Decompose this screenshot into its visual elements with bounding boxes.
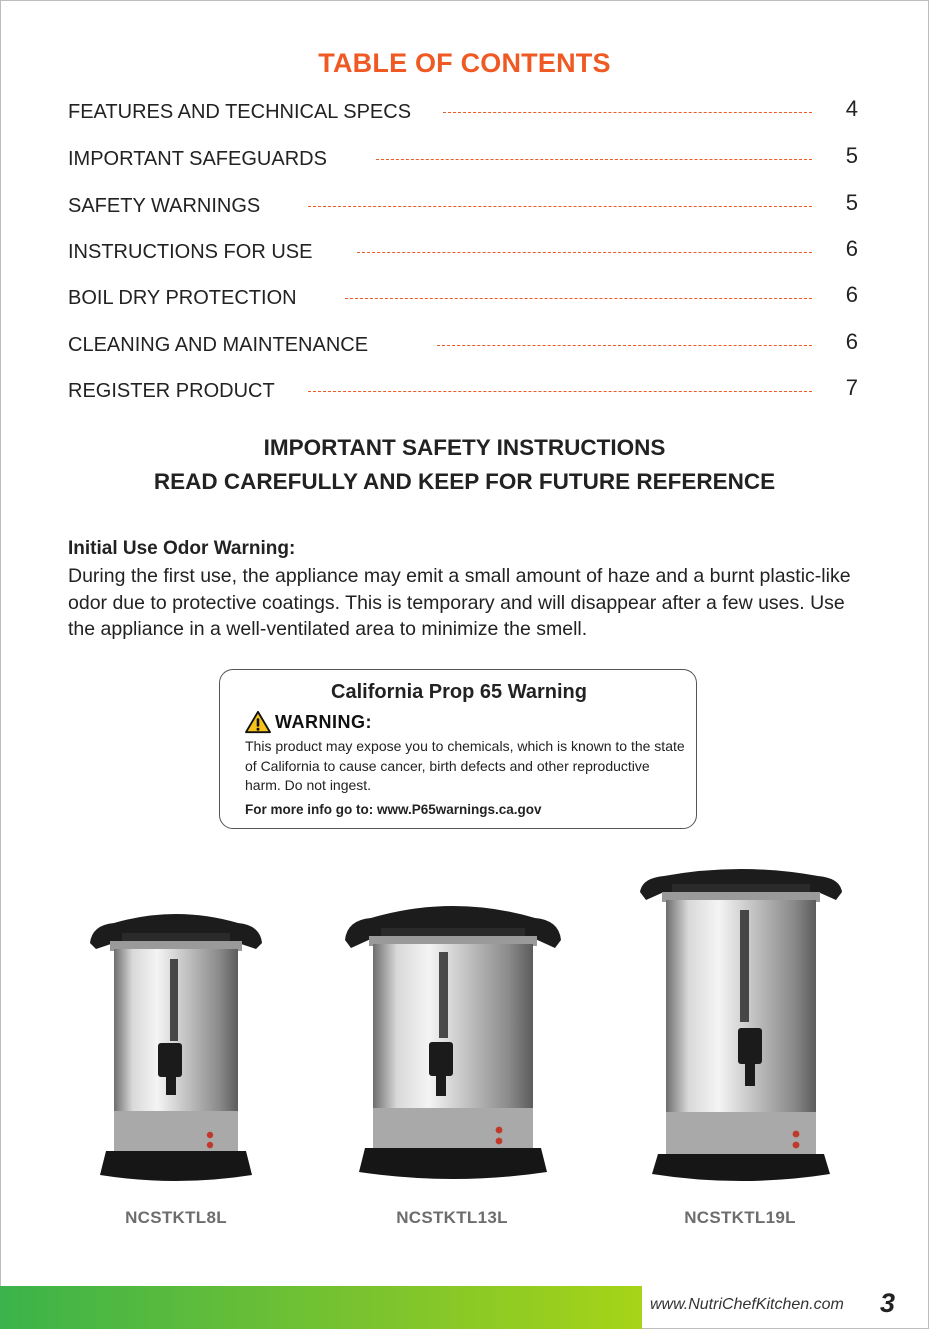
toc-leader-dots: [308, 391, 812, 392]
toc-title: TABLE OF CONTENTS: [318, 48, 611, 78]
product-image-ncstktl19l: [638, 866, 844, 1186]
toc-entry-label: SAFETY WARNINGS: [68, 195, 261, 217]
toc-entry-page: 5: [845, 190, 858, 215]
toc-entry-page: 5: [845, 143, 858, 168]
toc-leader-dots: [437, 345, 812, 346]
toc-entry-page: 6: [845, 282, 858, 307]
prop65-warning-box: [219, 669, 697, 829]
toc-entry[interactable]: [68, 331, 858, 359]
prop65-title: California Prop 65 Warning: [331, 681, 587, 703]
product-model-label: NCSTKTL13L: [396, 1208, 508, 1227]
toc-entry-page: 4: [845, 96, 858, 121]
footer-page-number: 3: [880, 1288, 896, 1318]
warning-triangle-icon: [243, 710, 273, 734]
toc-entry[interactable]: [68, 145, 858, 173]
footer-gradient-bar: [0, 1286, 642, 1329]
toc-entry-label: FEATURES AND TECHNICAL SPECS: [68, 101, 412, 123]
toc-leader-dots: [357, 252, 812, 253]
toc-entry[interactable]: [68, 377, 858, 405]
prop65-text: This product may expose you to chemicals, which is known to the state of California to cause cancer, birth defects and other reproductive harm. Do not ingest.: [245, 738, 685, 793]
warning-label: WARNING:: [275, 711, 372, 732]
warning-row: [243, 710, 372, 734]
toc-leader-dots: [443, 112, 812, 113]
odor-warning-body: During the first use, the appliance may emit a small amount of haze and a burnt plastic-like odor due to protective coatings. This is temporary and will disappear after a few uses. Use the appliance in a well-ventilated area to minimize the smell.: [68, 565, 851, 640]
toc-leader-dots: [376, 159, 812, 160]
toc-entry-label: IMPORTANT SAFEGUARDS: [68, 148, 327, 170]
safety-heading-line2: READ CAREFULLY AND KEEP FOR FUTURE REFERENCE: [153, 469, 776, 494]
safety-heading-line1: IMPORTANT SAFETY INSTRUCTIONS: [263, 435, 666, 460]
safety-instructions-heading: [0, 431, 929, 499]
toc-entry-page: 6: [845, 236, 858, 261]
toc-leader-dots: [308, 206, 812, 207]
toc-entry-label: REGISTER PRODUCT: [68, 380, 275, 402]
toc-entry-label: INSTRUCTIONS FOR USE: [68, 241, 313, 263]
toc-entry[interactable]: [68, 98, 858, 126]
prop65-info-link[interactable]: For more info go to: www.P65warnings.ca.gov: [245, 802, 542, 817]
toc-entry-page: 6: [845, 329, 858, 354]
toc-entry[interactable]: [68, 192, 858, 220]
product-model-label: NCSTKTL19L: [684, 1208, 796, 1227]
product-image-ncstktl13l: [343, 890, 563, 1185]
product-model-label: NCSTKTL8L: [125, 1208, 227, 1227]
footer-website-link[interactable]: www.NutriChefKitchen.com: [650, 1296, 844, 1313]
toc-entry-label: CLEANING AND MAINTENANCE: [68, 334, 369, 356]
toc-leader-dots: [345, 298, 812, 299]
odor-warning-title: Initial Use Odor Warning:: [68, 538, 296, 559]
toc-entry[interactable]: [68, 284, 858, 312]
toc-entry-label: BOIL DRY PROTECTION: [68, 287, 297, 309]
toc-entry[interactable]: [68, 238, 858, 266]
toc-entry-page: 7: [845, 375, 858, 400]
product-image-ncstktl8l: [88, 905, 264, 1185]
